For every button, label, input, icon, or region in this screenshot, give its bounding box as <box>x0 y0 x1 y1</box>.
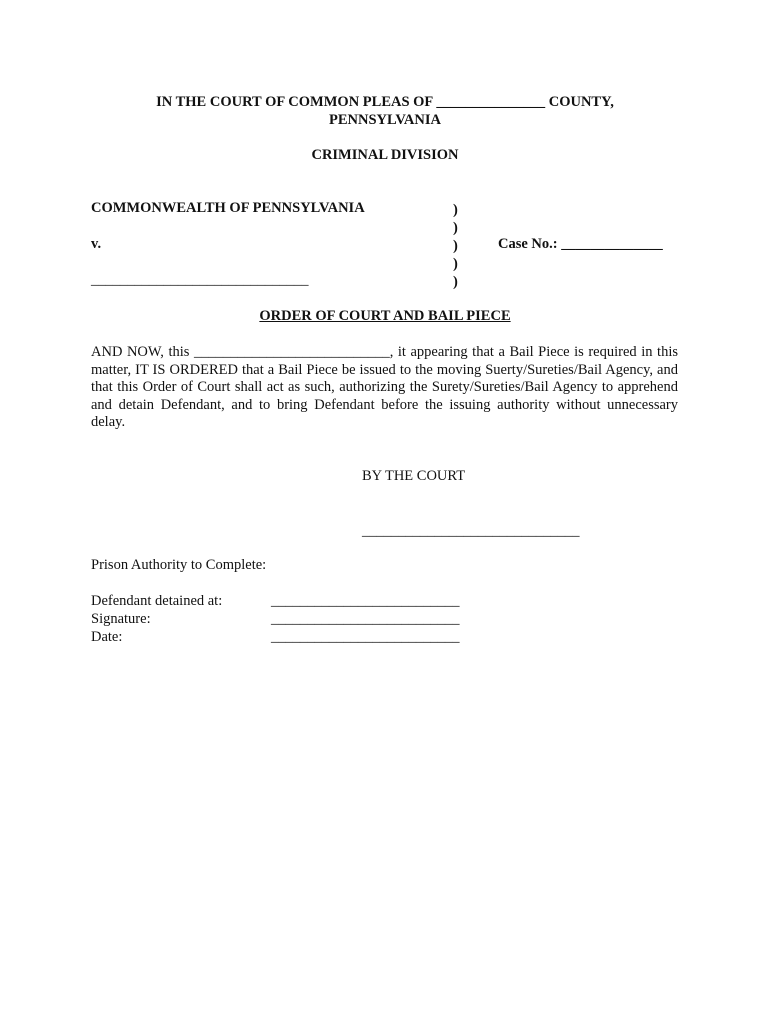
court-heading-line2: PENNSYLVANIA <box>328 112 441 128</box>
field-line-signature: __________________________ <box>271 611 460 627</box>
caption-paren: ) <box>453 256 458 272</box>
caption-paren: ) <box>453 202 458 218</box>
plaintiff-name: COMMONWEALTH OF PENNSYLVANIA <box>91 200 365 216</box>
division-heading: CRIMINAL DIVISION <box>311 147 459 163</box>
field-label-detained-at: Defendant detained at: <box>91 593 223 609</box>
caption-paren: ) <box>453 274 458 290</box>
case-number: Case No.: ______________ <box>498 236 663 252</box>
prison-authority-heading: Prison Authority to Complete: <box>91 557 267 573</box>
caption-paren: ) <box>453 220 458 236</box>
field-label-date: Date: <box>91 629 123 645</box>
by-the-court-label: BY THE COURT <box>362 468 466 484</box>
versus-label: v. <box>91 236 102 252</box>
court-heading <box>90 93 680 129</box>
field-line-detained-at: __________________________ <box>271 593 460 609</box>
field-label-signature: Signature: <box>91 611 151 627</box>
caption-paren: ) <box>453 238 458 254</box>
court-heading-line1: IN THE COURT OF COMMON PLEAS OF _______________ COUNTY, <box>156 94 614 110</box>
judge-signature-line: ______________________________ <box>362 523 580 539</box>
defendant-name-line: ______________________________ <box>91 272 309 288</box>
field-line-date: __________________________ <box>271 629 460 645</box>
order-body-paragraph: AND NOW, this ___________________________, it appearing that a Bail Piece is required in this matter, IT IS ORDERED that a Bail Piece be issued to the moving Suerty/Sureties/Bail Agency, and that this Order of Court shall act as such, authorizing the Surety/Sureties/Bail Agency to apprehend and detain Defendant, and to bring Defendant before the issuing authority without unnecessary delay. <box>91 344 678 431</box>
order-title: ORDER OF COURT AND BAIL PIECE <box>259 308 511 324</box>
